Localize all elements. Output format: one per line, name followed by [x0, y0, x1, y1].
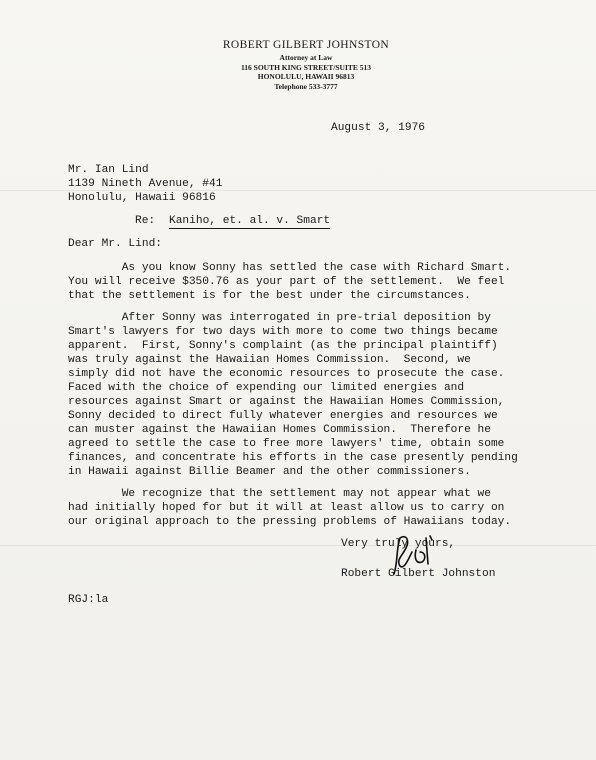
letterhead-title: Attorney at Law — [279, 52, 333, 62]
typist-initials: RGJ:la — [68, 594, 109, 606]
body-line: We recognize that the settlement may not appear what we — [68, 488, 491, 500]
letter-date: August 3, 1976 — [331, 122, 425, 134]
paper-fold — [0, 190, 596, 191]
body-line: resources against Smart or against the Hawaiian Homes Commission, — [68, 396, 505, 408]
letterhead-street: 116 SOUTH KING STREET/SUITE 513 — [240, 62, 372, 72]
body-line: our original approach to the pressing problems of Hawaiians today. — [68, 516, 512, 528]
body-line: agreed to settle the case to free more lawyers' time, obtain some — [68, 438, 505, 450]
body-line: Faced with the choice of expending our limited energies and — [68, 382, 465, 394]
body-line: You will receive $350.76 as your part of the settlement. We feel — [68, 276, 505, 288]
recipient-name: Mr. Ian Lind — [68, 164, 149, 176]
body-line: can muster against the Hawaiian Homes Commission. Therefore he — [68, 424, 491, 436]
re-label: Re: — [135, 215, 156, 227]
closing: Very truly yours, — [341, 538, 456, 550]
body-line: had initially hoped for but it will at least allow us to carry on — [68, 502, 505, 514]
letterhead-city: HONOLULU, HAWAII 96813 — [257, 72, 355, 82]
letterhead-telephone: Telephone 533-3777 — [274, 82, 338, 92]
body-line: After Sonny was interrogated in pre-trial deposition by — [68, 312, 491, 324]
paper-fold — [0, 545, 596, 546]
body-line: apparent. First, Sonny's complaint (as the principal plaintiff) — [68, 340, 498, 352]
salutation: Dear Mr. Lind: — [68, 238, 162, 250]
body-line: finances, and concentrate his efforts in the case presently pending — [68, 452, 518, 464]
body-line: was truly against the Hawaiian Homes Commission. Second, we — [68, 354, 471, 366]
body-line: that the settlement is for the best under the circumstances. — [68, 290, 471, 302]
letterhead — [150, 38, 462, 92]
signer-name: Robert Gilbert Johnston — [341, 568, 496, 580]
body-line: simply did not have the economic resources to prosecute the case. — [68, 368, 505, 380]
body-line: As you know Sonny has settled the case with Richard Smart. — [68, 262, 512, 274]
body-line: Sonny decided to direct fully whatever energies and resources we — [68, 410, 498, 422]
body-line: in Hawaii against Billie Beamer and the other commissioners. — [68, 466, 471, 478]
body-line: Smart's lawyers for two days with more to come two things became — [68, 326, 498, 338]
re-subject: Kaniho, et. al. v. Smart — [169, 215, 331, 227]
recipient-city: Honolulu, Hawaii 96816 — [68, 192, 216, 204]
letterhead-name: ROBERT GILBERT JOHNSTON — [222, 39, 390, 51]
recipient-street: 1139 Nineth Avenue, #41 — [68, 178, 223, 190]
